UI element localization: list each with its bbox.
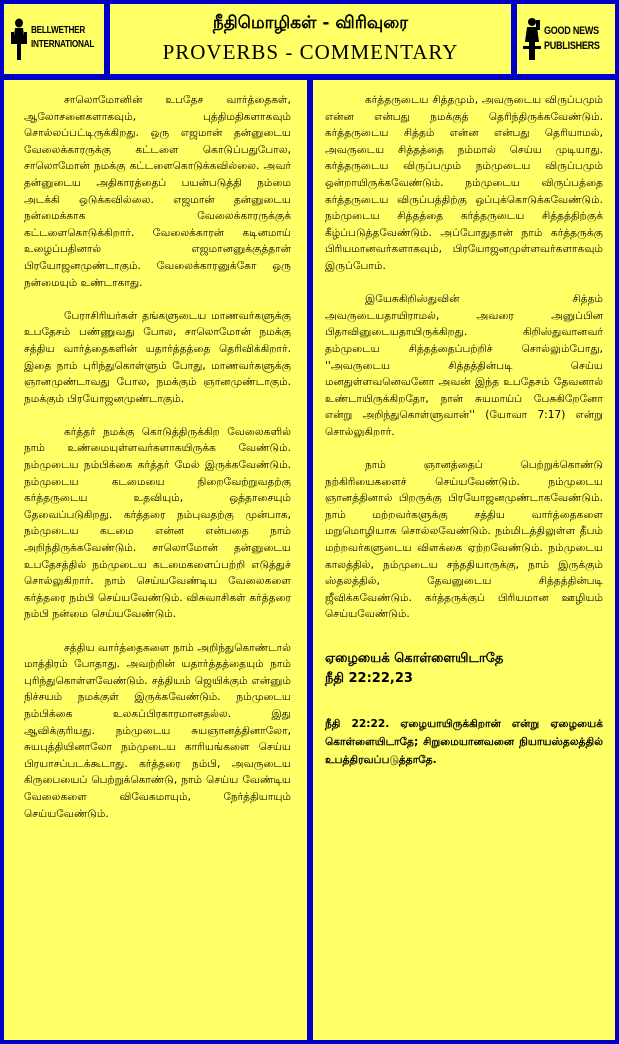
good-news-logo <box>522 14 612 64</box>
good-news-logo-line1: GOOD NEWS <box>544 25 599 37</box>
title-panel <box>110 4 511 74</box>
left-column <box>4 80 307 1040</box>
section-heading-title: ஏழையைக் கொள்ளையிடாதே <box>325 651 504 666</box>
section-heading <box>325 649 603 689</box>
bellwether-logo <box>9 14 99 64</box>
right-paragraph-1: கர்த்தருடைய சித்தமும், அவருடைய விருப்பமும் என்ன என்பது நமக்குத் தெரிந்திருக்கவேண்டும். கர்த்தருடைய சித்தம் என்ன என்பது தெரியாமல், அவருடைய சித்தத்தை நம்மால் செய்ய முடியாது. கர்த்தருடைய விருப்பமும் நம்முடைய விருப்பமும் ஒன்றாயிருக்கவேண்டும். நம்முடைய விருப்பத்தை கர்த்தருடைய விருப்பத்திற்கு ஒப்புக்கொடுக்கவேண்டும். நம்முடைய சித்தத்தை கர்த்தருடைய சித்தத்திற்குக் கீழ்ப்படுத்தவேண்டும். அப்போதுதான் நாம் கர்த்தருக்கு பிரியமானவர்களாகவும், பிரயோஜனமுள்ளவர்களாகவும் இருப்போம். <box>325 94 603 272</box>
page-title-english: PROVERBS - COMMENTARY <box>162 40 459 64</box>
left-paragraph-3: கர்த்தர் நமக்கு கொடுத்திருக்கிற வேலைகளில் நாம் உண்மையுள்ளவர்களாகயிருக்க வேண்டும். நம்முடைய நம்பிக்கை கர்த்தர் மேல் இருக்கவேண்டும். நம்முடைய கடமையை நிறைவேற்றுவதற்கு கர்த்தருடைய உதவியும், ஒத்தாசையும் தேவைப்படுகிறது. கர்த்தரை நம்புவதற்கு முன்பாக, நம்முடைய கடமை என்ன என்பதை நாம் அறிந்திருக்கவேண்டும். சாலொமோன் தன்னுடைய உபதேசத்தில் நம்முடைய கடமைகளைப்பற்றி எடுத்துச் சொல்லுகிறார். நாம் செய்யவேண்டிய வேலைகளை கர்த்தரை நம்பி செய்யவேண்டும். விசுவாசிகள் கர்த்தரை நம்பி நன்மை செய்யவேண்டும். <box>24 425 291 621</box>
bellwether-logo-line1: BELLWETHER <box>31 25 86 36</box>
good-news-logo-panel <box>517 4 615 74</box>
left-paragraph-4: சத்திய வார்த்தைகளை நாம் அறிந்துகொண்டால் மாத்திரம் போதாது. அவற்றின் யதார்த்தத்தையும் நாம் புரிந்துகொள்ளவேண்டும். சத்தியம் ஜெயிக்கும் என்னும் நிச்சயம் நமக்குள் இருக்கவேண்டும். நம்முடைய நம்பிக்கை உலகப்பிரகாரமானதல்ல. இது ஆவிக்குரியது. நம்முடைய சுயஞானத்தினாலோ, சுயபுத்தியினாலோ நம்முடைய காரியங்களை செய்ய பிரயாசப்படக்கூடாது. கர்த்தரை நம்பி, அவருடைய கிருபையைப் பெற்றுக்கொண்டு, நாம் செய்ய வேண்டிய வேலைகளை விவேகமாயும், நேர்த்தியாயும் செய்யவேண்டும். <box>24 641 291 820</box>
page-title-tamil: நீதிமொழிகள் - விரிவுரை <box>212 13 409 33</box>
right-column <box>313 80 615 1040</box>
good-news-figure-icon <box>522 16 542 62</box>
right-paragraph-2: இயேசுகிறிஸ்துவின் சித்தம் அவருடையதாயிராமல், அவரை அனுப்பின பிதாவினுடையதாயிருக்கிறது. கிறிஸ்துவானவர் தம்முடைய சித்தத்தைப்பற்றிச் சொல்லும்போது, ''அவருடைய சித்தத்தின்படி செய்ய மனதுள்ளவனெவனோ அவன் இந்த உபதேசம் தேவனால் உண்டாயிருக்கிறதோ, நான் சுயமாய்ப் பேசுகிறேனோ என்று அறிந்துகொள்ளுவான்'' (யோவா 7:17) என்று சொல்லுகிறார். <box>325 293 603 438</box>
verse-text: நீதி 22:22. ஏழையாயிருக்கிறான் என்று ஏழையைக் கொள்ளையிடாதே; சிறுமையானவனை நியாயஸ்தலத்தில் உபத்திரவப்படுத்தாதே. <box>325 718 603 766</box>
bellwether-ram-figure-icon <box>9 16 29 62</box>
good-news-logo-line2: PUBLISHERS <box>544 40 600 52</box>
right-paragraph-3: நாம் ஞானத்தைப் பெற்றுக்கொண்டு நற்கிரியைகளைச் செய்யவேண்டும். நம்முடைய ஞானத்தினால் பிறருக்கு பிரயோஜனமுண்டாகவேண்டும். நாம் மற்றவர்களுக்கு சத்திய வார்த்தைகளை மறுமொழியாக சொல்லவேண்டும். நம்மிடத்திலுள்ள தீபம் மற்றவர்களுடைய விளக்கை ஏற்றவேண்டும். நம்முடைய காலத்தில், நம்முடைய சந்ததியாருக்கு, நாம் இருக்கும் ஸ்தலத்தில், தேவனுடைய சித்தத்தின்படி ஜீவிக்கவேண்டும். கர்த்தருக்குப் பிரியமான ஊழியம் செய்யவேண்டும். <box>325 459 603 621</box>
section-heading-reference: நீதி 22:22,23 <box>325 671 413 686</box>
left-paragraph-1: சாலொமோனின் உபதேச வார்த்தைகள், ஆலோசனைகளாகவும், புத்திமதிகளாகவும் சொல்லப்பட்டிருக்கிறது. ஒரு எஜமான் தன்னுடைய வேலைக்காரருக்கு கட்டளை கொடுப்பதுபோல, சாலொமோன் நமக்கு கட்டளைகொடுக்கவில்லை. அவர் தன்னுடைய அதிகாரத்தைப் பயன்படுத்தி நம்மை அடக்கி ஒடுக்கவில்லை. எஜமான் தன்னுடைய நன்மைக்காக வேலைக்காரருக்குக் கட்டளைகொடுக்கிறார். வேலைக்காரன் கடினமாய் உழைப்பதினால் எஜமானனுக்குத்தான் பிரயோஜனமுண்டாகும். வேலைக்காரனுக்கோ ஒரு நன்மையும் உண்டாகாது. <box>24 94 291 289</box>
bellwether-logo-line2: INTERNATIONAL <box>31 39 95 50</box>
left-paragraph-2: பேராசிரியர்கள் தங்களுடைய மாணவர்களுக்கு உபதேசம் பண்ணுவது போல, சாலொமோன் நமக்கு சத்திய வார்த்தைகளின் யதார்த்தத்தை தெரிவிக்கிறார். இதை நாம் புரிந்துகொள்ளும் போது, மாணவர்களுக்கு ஞானமுண்டாவது போல, நமக்கும் ஞானமுண்டாகும். நமக்கும் பிரயோஜனமுண்டாகும். <box>24 309 291 405</box>
bellwether-logo-panel <box>4 4 104 74</box>
